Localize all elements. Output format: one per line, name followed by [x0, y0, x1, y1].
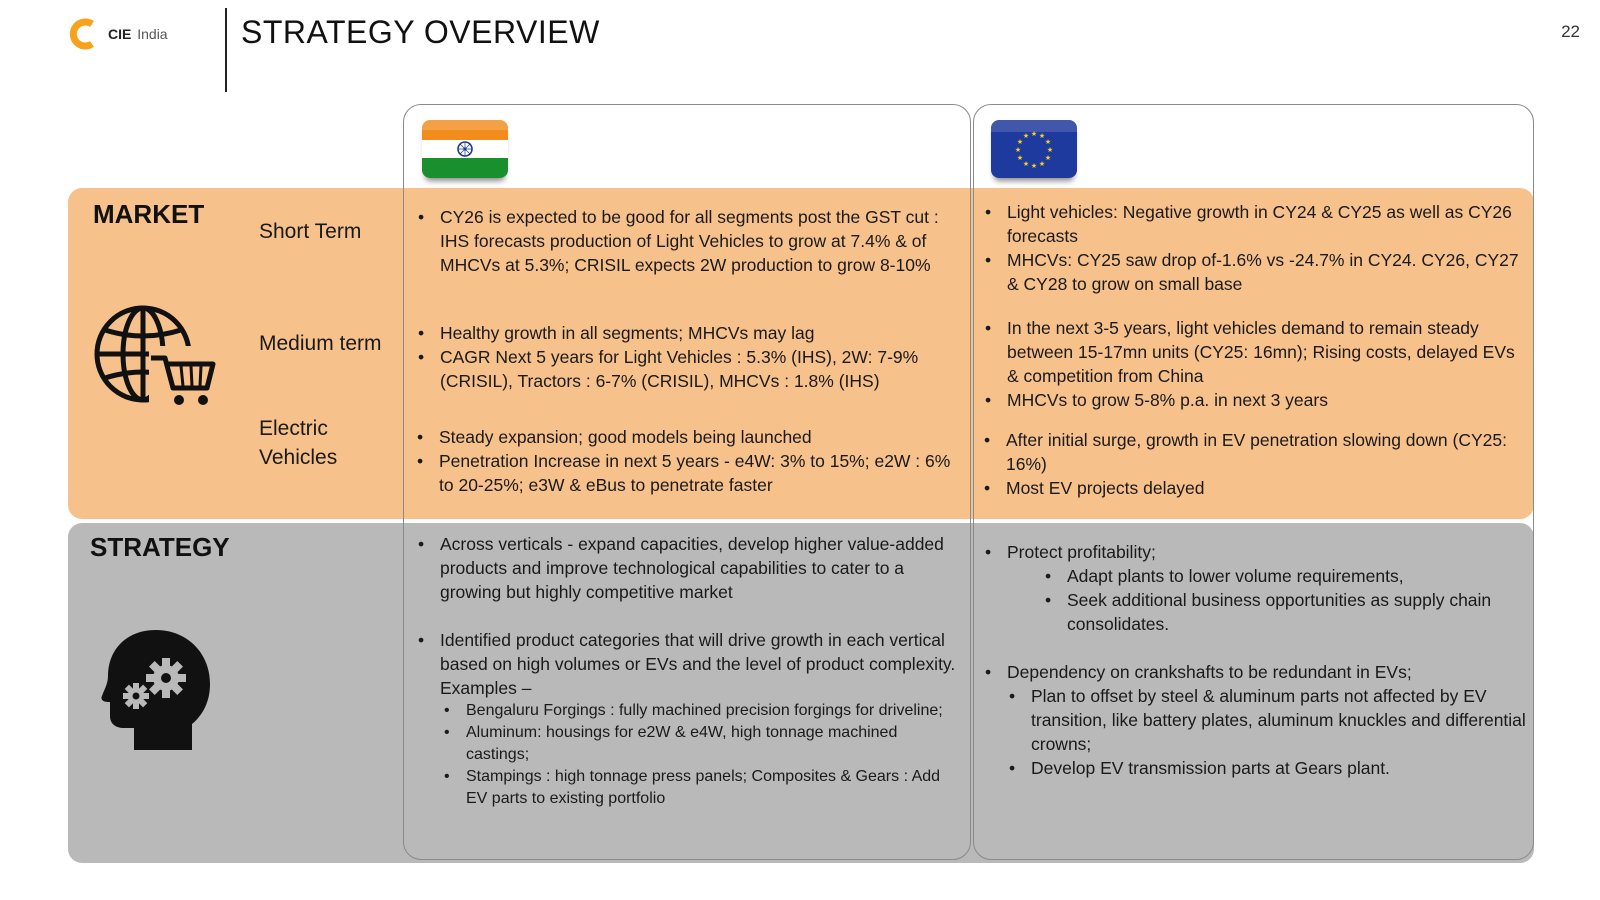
- short-term-label: Short Term: [259, 220, 362, 243]
- list-item: • CY26 is expected to be good for all segments post the GST cut : IHS forecasts production of Light Vehicles to grow at 7.4% & of MHCVs at 5.3%; CRISIL expects 2W production to grow 8-10%: [416, 205, 961, 277]
- list-item: • MHCVs to grow 5-8% p.a. in next 3 years: [983, 388, 1528, 412]
- svg-text:★: ★: [1038, 132, 1046, 140]
- list-item: • Across verticals - expand capacities, develop higher value-added products and improve technological capabilities to cater to a growing but highly competitive market: [416, 532, 961, 604]
- list-item: • Plan to offset by steel & aluminum parts not affected by EV transition, like battery plates, aluminum knuckles and differential crowns;: [1007, 684, 1531, 756]
- logo-text: [108, 26, 168, 42]
- globe-cart-icon: [93, 302, 217, 415]
- electric-vehicles-label: [259, 414, 337, 472]
- svg-text:★: ★: [1016, 138, 1024, 146]
- ev-label-line2: Vehicles: [259, 446, 338, 469]
- logo-suffix: India: [137, 26, 168, 42]
- svg-text:★: ★: [1022, 160, 1030, 168]
- list-item: • Adapt plants to lower volume requirements,: [1043, 564, 1531, 588]
- page-title: STRATEGY OVERVIEW: [241, 14, 600, 50]
- europe-strategy-block: [983, 540, 1531, 780]
- europe-medium-term-block: [983, 316, 1528, 412]
- page-number: 22: [1561, 22, 1580, 41]
- company-logo: [70, 18, 168, 50]
- market-section-title: MARKET: [93, 199, 205, 229]
- europe-ev-block: [982, 428, 1527, 500]
- list-item: • Healthy growth in all segments; MHCVs may lag: [416, 321, 961, 345]
- svg-text:★: ★: [1044, 138, 1052, 146]
- svg-text:★: ★: [1030, 130, 1038, 138]
- list-item: • Light vehicles: Negative growth in CY24 & CY25 as well as CY26 forecasts: [983, 200, 1528, 248]
- strategy-section-title: STRATEGY: [90, 532, 230, 562]
- list-item: • Protect profitability;: [983, 540, 1531, 564]
- list-item: • Develop EV transmission parts at Gears plant.: [1007, 756, 1531, 780]
- svg-text:★: ★: [1044, 154, 1052, 162]
- list-item: • After initial surge, growth in EV penetration slowing down (CY25: 16%): [982, 428, 1527, 476]
- header-divider: [225, 8, 227, 92]
- list-item: • MHCVs: CY25 saw drop of-1.6% vs -24.7% in CY24. CY26, CY27 & CY28 to grow on small base: [983, 248, 1528, 296]
- india-strategy-block: [416, 532, 961, 810]
- india-medium-term-block: [416, 321, 961, 393]
- svg-text:★: ★: [1038, 160, 1046, 168]
- list-item: • Dependency on crankshafts to be redundant in EVs;: [983, 660, 1531, 684]
- svg-text:★: ★: [1016, 154, 1024, 162]
- svg-text:★: ★: [1030, 162, 1038, 170]
- india-short-term-block: [416, 205, 961, 277]
- medium-term-label: Medium term: [259, 332, 382, 355]
- svg-text:★: ★: [1014, 146, 1022, 154]
- list-item: • Identified product categories that will drive growth in each vertical based on high volumes or EVs and the level of product complexity. Examples –: [416, 628, 961, 700]
- eu-flag-icon: [991, 120, 1077, 178]
- india-flag-icon: [422, 120, 508, 178]
- list-item: • Bengaluru Forgings : fully machined precision forgings for driveline;: [442, 700, 961, 722]
- list-item: • CAGR Next 5 years for Light Vehicles : 5.3% (IHS), 2W: 7-9% (CRISIL), Tractors : 6-7% (CRISIL), MHCVs : 1.8% (IHS): [416, 345, 961, 393]
- ev-label-line1: Electric: [259, 417, 328, 440]
- list-item: • Penetration Increase in next 5 years - e4W: 3% to 15%; e2W : 6% to 20-25%; e3W & eBus to penetrate faster: [415, 449, 961, 497]
- head-gears-icon: [100, 628, 210, 755]
- logo-brand: CIE: [108, 26, 132, 42]
- india-ev-block: [415, 425, 961, 497]
- list-item: • Most EV projects delayed: [982, 476, 1527, 500]
- list-item: • In the next 3-5 years, light vehicles demand to remain steady between 15-17mn units (CY25: 16mn); Rising costs, delayed EVs & competition from China: [983, 316, 1528, 388]
- cie-logo-icon: [70, 18, 100, 50]
- list-item: • Seek additional business opportunities as supply chain consolidates.: [1043, 588, 1531, 636]
- svg-text:★: ★: [1022, 132, 1030, 140]
- list-item: • Aluminum: housings for e2W & e4W, high tonnage machined castings;: [442, 722, 961, 766]
- svg-text:★: ★: [1046, 146, 1054, 154]
- list-item: • Steady expansion; good models being launched: [415, 425, 961, 449]
- list-item: • Stampings : high tonnage press panels; Composites & Gears : Add EV parts to existing portfolio: [442, 766, 961, 810]
- europe-short-term-block: [983, 200, 1528, 296]
